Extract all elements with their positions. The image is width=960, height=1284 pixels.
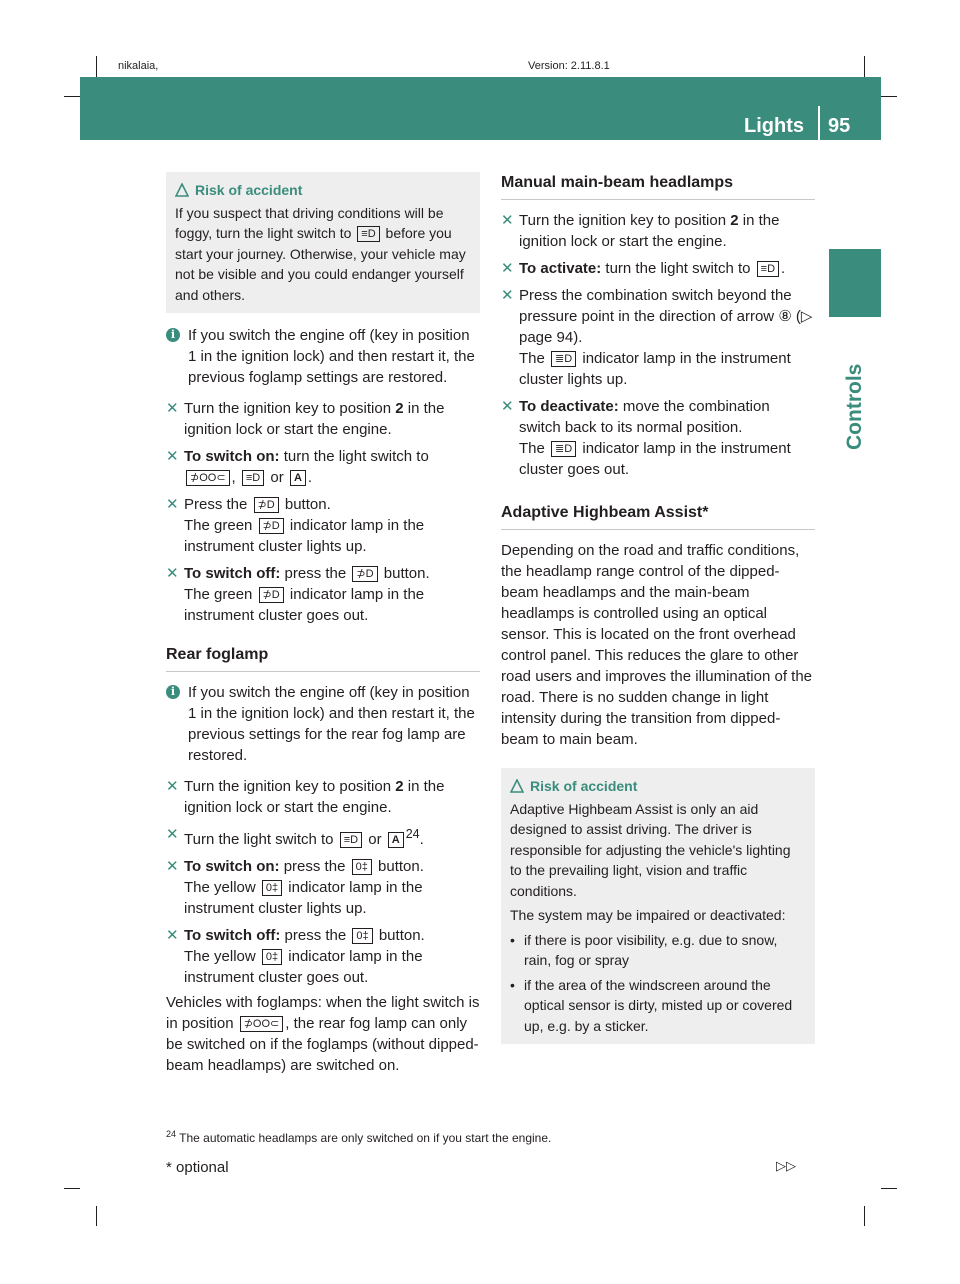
crop-mark [64, 1188, 80, 1189]
step-text: indicator lamp in the instrument cluster lights up. [184, 879, 423, 917]
footer-optional: * optional [166, 1159, 229, 1176]
list-item [510, 975, 806, 1037]
step-marker-icon: ✕ [166, 496, 179, 513]
step-marker-icon: ✕ [166, 927, 179, 944]
step-marker-icon: ✕ [501, 212, 514, 229]
step [501, 285, 815, 390]
step-text: press the [280, 927, 351, 944]
page-number: 95 [828, 115, 851, 137]
info-text: If you switch the engine off (key in position 1 in the ignition lock) and then restart it, the previous settings for the rear fog lamp are restored. [188, 684, 475, 764]
step-marker-icon: ✕ [501, 287, 514, 304]
warning-text [175, 203, 471, 306]
warning-box [166, 172, 480, 313]
step [166, 856, 480, 919]
step [166, 776, 480, 818]
foglamp-symbol: ⊅D [259, 587, 284, 603]
warning-title [175, 180, 471, 201]
step-text: in the ignition lock or start the engine. [519, 212, 780, 250]
crop-mark [64, 96, 80, 97]
section-label: Controls [843, 363, 866, 450]
step-text: The [519, 350, 550, 367]
footnote-text: The automatic headlamps are only switched on if you start the engine. [179, 1131, 552, 1145]
foglamp-symbol: ⊅D [254, 497, 279, 513]
warning-triangle-icon [175, 183, 189, 197]
step-text: The yellow [184, 948, 260, 965]
step-text: indicator lamp in the instrument cluster goes out. [519, 440, 791, 478]
step-bold: To activate: [519, 260, 602, 277]
left-column [166, 172, 480, 1076]
meta-left: nikalaia, [118, 60, 159, 72]
symbol: ≡D [242, 470, 264, 486]
step-text: indicator lamp in the instrument cluster goes out. [184, 948, 423, 986]
step-text: button. [280, 496, 331, 513]
crop-mark [96, 1206, 97, 1226]
rear-fog-symbol: 0‡ [352, 859, 372, 875]
step-text: indicator lamp in the instrument cluster lights up. [184, 517, 425, 555]
heading-adaptive-highbeam: Adaptive Highbeam Assist* [501, 502, 815, 530]
warning-title-text: Risk of accident [195, 182, 303, 198]
step-text: button. [373, 858, 424, 875]
crop-mark [881, 96, 897, 97]
symbol: ⊅OO⊂ [186, 470, 230, 486]
body-text [166, 992, 480, 1076]
warning-text: The system may be impaired or deactivated: [510, 907, 786, 923]
light-switch-symbol: ≡D [357, 226, 379, 242]
warning-title [510, 776, 806, 797]
list-item-text: if there is poor visibility, e.g. due to snow, rain, fog or spray [524, 931, 778, 968]
symbol: ⊅OO⊂ [240, 1016, 284, 1032]
step-bold: 2 [730, 212, 739, 229]
step-text: The [519, 440, 550, 457]
footnote-ref[interactable]: 24 [405, 827, 420, 841]
step-text: Turn the ignition key to position [519, 212, 731, 229]
step-marker-icon: ✕ [501, 398, 514, 415]
right-column [501, 164, 815, 1044]
main-beam-symbol: ≣D [551, 441, 576, 457]
step-text: indicator lamp in the instrument cluster goes out. [184, 586, 425, 624]
auto-symbol: A [388, 832, 404, 848]
step-text: Press the [184, 496, 252, 513]
info-note [166, 682, 480, 766]
step [501, 258, 815, 279]
step-marker-icon: ✕ [166, 400, 179, 417]
step-marker-icon: ✕ [166, 858, 179, 875]
warning-triangle-icon [510, 779, 524, 793]
bullet-icon: • [510, 976, 515, 993]
step-text: in the ignition lock or start the engine. [184, 778, 445, 816]
header-divider [818, 106, 820, 142]
step-bold: To switch on: [184, 858, 280, 875]
step [166, 398, 480, 440]
adaptive-text: Depending on the road and traffic conditions, the headlamp range control of the dipped-beam headlamps and the main-beam headlamps is controlled using an optical sensor. This is located on the front overhead control panel. This reduces the glare to other road users and improves the illumination of the road. There is no sudden change in light intensity during the transition from dipped-beam to main beam. [501, 542, 813, 748]
heading-manual-main-beam: Manual main-beam headlamps [501, 172, 815, 200]
foglamp-symbol: ⊅D [259, 518, 284, 534]
step-text: Press the combination switch beyond the pressure point in the direction of arrow [519, 287, 792, 325]
info-icon: i [166, 328, 180, 342]
step-text: button. [374, 927, 425, 944]
step-bold: To switch on: [184, 448, 280, 465]
step-text: or [266, 469, 288, 486]
warning-box [501, 768, 815, 1044]
step: ✕ To switch on: turn the light switch to ⊅OO⊂ , ≡D or A . [166, 448, 429, 486]
list-item [510, 930, 806, 971]
step-marker-icon: ✕ [501, 260, 514, 277]
step-text: The green [184, 586, 257, 603]
step-text: button. [379, 565, 430, 582]
step-text: turn the light switch to [279, 448, 429, 465]
step-bold: 2 [395, 778, 404, 795]
body-text-b: , the rear fog lamp can only be switched on if the foglamps (without dipped-beam headlamps) are switched on. [166, 1015, 479, 1074]
rear-fog-symbol: 0‡ [262, 949, 282, 965]
step-marker-icon: ✕ [166, 448, 179, 465]
crop-mark [864, 1206, 865, 1226]
step [166, 563, 480, 626]
warning-text-b: before you start your journey. Otherwise, your vehicle may not be visible and you could endanger yourself and others. [175, 225, 466, 303]
step-bold: 2 [395, 400, 404, 417]
footnote-number: 24 [166, 1129, 177, 1139]
crop-mark [881, 1188, 897, 1189]
step-text: . [781, 260, 786, 277]
meta-right: Version: 2.11.8.1 [528, 60, 610, 72]
warning-title-text: Risk of accident [530, 778, 638, 794]
footnote [166, 1129, 551, 1145]
step-text: . [419, 831, 424, 848]
warning-text: Adaptive Highbeam Assist is only an aid designed to assist driving. The driver is responsible for adjusting the vehicle's lighting to the prevailing light, vision and traffic conditions. [510, 800, 791, 899]
info-icon: i [166, 685, 180, 699]
step-marker-icon: ✕ [166, 826, 179, 843]
step-bold: To switch off: [184, 565, 281, 582]
rear-fog-symbol: 0‡ [352, 928, 372, 944]
list-item-text: if the area of the windscreen around the optical sensor is dirty, misted up or covered up, e.g. by a sticker. [524, 976, 793, 1034]
warning-text-a: If you suspect that driving conditions will be foggy, turn the light switch to [175, 204, 444, 241]
step-text: . [307, 469, 313, 486]
step-text: The yellow [184, 879, 260, 896]
step-text: Turn the ignition key to position [184, 400, 396, 417]
symbol: ≡D [757, 261, 779, 277]
step [166, 925, 480, 988]
next-page-arrows-icon[interactable]: ▷▷ [776, 1158, 796, 1173]
step-text: press the [280, 565, 351, 582]
step-marker-icon: ✕ [166, 778, 179, 795]
step [501, 396, 815, 480]
step [166, 494, 480, 557]
bullet-icon: • [510, 931, 515, 948]
page-link[interactable]: (▷ page 94). [519, 308, 813, 346]
main-beam-symbol: ≣D [551, 351, 576, 367]
step-text: Turn the ignition key to position [184, 778, 396, 795]
symbol: ≡D [340, 832, 362, 848]
step-text: Turn the light switch to [184, 831, 338, 848]
step-bold: To deactivate: [519, 398, 619, 415]
info-text: If you switch the engine off (key in position 1 in the ignition lock) and then restart it, the previous foglamp settings are restored. [188, 327, 475, 386]
auto-symbol: A [290, 470, 306, 486]
heading-rear-foglamp: Rear foglamp [166, 644, 480, 672]
step-text: indicator lamp in the instrument cluster lights up. [519, 350, 791, 388]
step-text: in the ignition lock or start the engine. [184, 400, 445, 438]
step-text: The green [184, 517, 257, 534]
step [501, 210, 815, 252]
step-marker-icon: ✕ [166, 565, 179, 582]
step-text: turn the light switch to [601, 260, 755, 277]
page-title: Lights [744, 115, 804, 137]
foglamp-symbol: ⊅D [352, 566, 377, 582]
arrow-number: ⑧ [778, 308, 792, 325]
step-text: move the combination switch back to its normal position. [519, 398, 770, 436]
step [166, 824, 480, 850]
body-text-a: Vehicles with foglamps: when the light switch is in position [166, 994, 480, 1032]
step-text: press the [279, 858, 350, 875]
step-bold: To switch off: [184, 927, 281, 944]
step-text: or [364, 831, 386, 848]
rear-fog-symbol: 0‡ [262, 880, 282, 896]
section-tab [829, 249, 881, 317]
info-note [166, 325, 480, 388]
